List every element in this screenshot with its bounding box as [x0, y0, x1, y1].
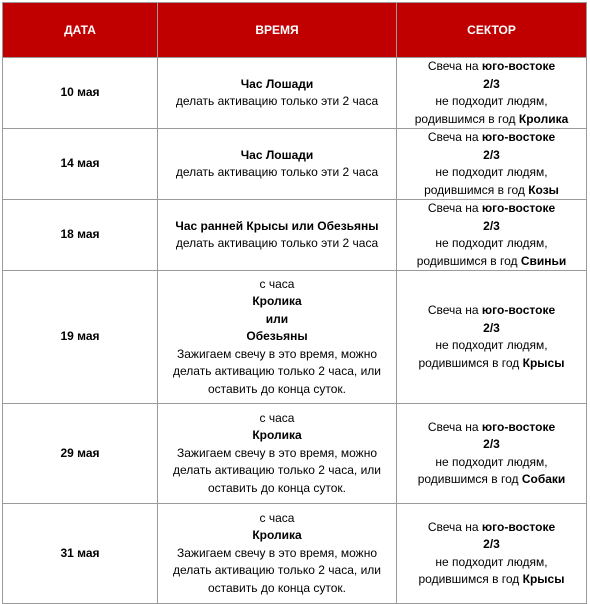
- table-header-row: [3, 3, 587, 58]
- sector-prefix: Свеча на: [427, 303, 482, 317]
- sector-born-line: [400, 471, 583, 489]
- sector-born-prefix: родившимся в год: [424, 182, 529, 197]
- sector-cell: [397, 200, 587, 271]
- time-text-3: оставить до конца суток.: [207, 381, 347, 396]
- sector-born-line: [400, 355, 583, 373]
- time-cell: [158, 504, 397, 604]
- sector-born-prefix: родившимся в год: [417, 472, 522, 486]
- sector-note: не подходит людям,: [435, 338, 548, 352]
- sector-animal: Крысы: [522, 355, 565, 370]
- time-text-1: Зажигаем свечу в это время, можно: [177, 346, 377, 361]
- sector-cell: [397, 129, 587, 200]
- time-text-1: Зажигаем свечу в это время, можно: [177, 445, 377, 460]
- sector-prefix: Свеча на: [427, 201, 482, 215]
- time-cell: [158, 200, 397, 271]
- sector-candle-line: [400, 58, 583, 76]
- sector-born-prefix: родившимся в год: [416, 253, 521, 268]
- sector-direction: юго-востоке: [481, 419, 556, 434]
- sector-note: не подходит людям,: [435, 554, 548, 569]
- date-cell: 10 мая: [3, 58, 158, 129]
- sector-animal: Козы: [528, 182, 559, 197]
- sector-candle-line: [400, 129, 583, 147]
- time-hour-name: Час Лошади: [240, 76, 314, 91]
- sector-born-prefix: родившимся в год: [418, 355, 523, 370]
- activation-schedule-table: [2, 2, 587, 604]
- date-cell: 14 мая: [3, 129, 158, 200]
- sector-candle-line: [400, 419, 583, 437]
- table-row: [3, 129, 587, 200]
- table-row: [3, 200, 587, 271]
- time-text-1: Зажигаем свечу в это время, можно: [177, 545, 377, 560]
- sector-fraction: 2/3: [483, 147, 500, 162]
- sector-animal: Кролика: [518, 111, 569, 126]
- time-animal-1: Кролика: [252, 428, 302, 443]
- time-instruction: делать активацию только эти 2 часа: [175, 236, 379, 250]
- sector-cell: [397, 504, 587, 604]
- sector-note: не подходит людям,: [435, 454, 548, 469]
- time-from-label: с часа: [259, 410, 295, 425]
- date-cell: 19 мая: [3, 271, 158, 404]
- sector-born-prefix: родившимся в год: [418, 572, 523, 586]
- sector-candle-line: [400, 519, 583, 537]
- time-instruction: делать активацию только эти 2 часа: [175, 165, 379, 179]
- time-instruction: делать активацию только эти 2 часа: [175, 94, 379, 108]
- sector-direction: юго-востоке: [481, 519, 556, 534]
- sector-note: не подходит людям,: [435, 236, 548, 250]
- sector-fraction: 2/3: [483, 537, 500, 551]
- time-text-2: делать активацию только 2 часа, или: [173, 364, 381, 379]
- sector-direction: юго-востоке: [481, 59, 556, 73]
- sector-direction: юго-востоке: [481, 201, 556, 215]
- sector-born-prefix: родившимся в год: [414, 111, 519, 126]
- time-hour-name: Час ранней Крысы или Обезьяны: [175, 218, 379, 233]
- sector-prefix: Свеча на: [427, 519, 482, 534]
- time-cell: [158, 58, 397, 129]
- sector-born-line: [400, 111, 583, 129]
- table-row: [3, 271, 587, 404]
- sector-animal: Свиньи: [520, 253, 567, 268]
- time-animal-2: Обезьяны: [246, 329, 308, 344]
- time-from-label: с часа: [259, 276, 295, 291]
- time-text-2: делать активацию только 2 часа, или: [173, 463, 381, 478]
- sector-direction: юго-востоке: [481, 303, 556, 317]
- sector-born-line: [400, 253, 583, 271]
- sector-note: не подходит людям,: [435, 165, 548, 179]
- sector-note: не подходит людям,: [435, 94, 548, 108]
- sector-prefix: Свеча на: [427, 419, 482, 434]
- header-sector: СЕКТОР: [397, 3, 587, 58]
- time-text-3: оставить до конца суток.: [207, 580, 347, 595]
- time-cell: [158, 129, 397, 200]
- time-text-2: делать активацию только 2 часа, или: [173, 563, 381, 578]
- sector-born-line: [400, 182, 583, 200]
- sector-direction: юго-востоке: [481, 130, 556, 144]
- time-from-label: с часа: [259, 510, 295, 525]
- sector-fraction: 2/3: [483, 320, 500, 335]
- date-cell: 18 мая: [3, 200, 158, 271]
- sector-candle-line: [400, 302, 583, 320]
- sector-prefix: Свеча на: [427, 59, 482, 73]
- time-cell: [158, 271, 397, 404]
- table-row: [3, 404, 587, 504]
- sector-cell: [397, 404, 587, 504]
- sector-fraction: 2/3: [483, 76, 500, 91]
- sector-animal: Собаки: [521, 472, 566, 486]
- header-time: ВРЕМЯ: [158, 3, 397, 58]
- time-cell: [158, 404, 397, 504]
- sector-animal: Крысы: [522, 572, 565, 586]
- sector-prefix: Свеча на: [427, 130, 482, 144]
- table-row: [3, 504, 587, 604]
- sector-candle-line: [400, 200, 583, 218]
- sector-fraction: 2/3: [483, 218, 500, 233]
- sector-cell: [397, 271, 587, 404]
- time-hour-name: Час Лошади: [240, 147, 314, 162]
- date-cell: 31 мая: [3, 504, 158, 604]
- time-animal-1: Кролика: [252, 294, 302, 309]
- sector-fraction: 2/3: [483, 437, 500, 451]
- table-row: [3, 58, 587, 129]
- date-cell: 29 мая: [3, 404, 158, 504]
- time-or: или: [265, 311, 289, 326]
- sector-born-line: [400, 571, 583, 589]
- time-text-3: оставить до конца суток.: [207, 480, 347, 495]
- header-date: ДАТА: [3, 3, 158, 58]
- time-animal-1: Кролика: [252, 528, 302, 543]
- sector-cell: [397, 58, 587, 129]
